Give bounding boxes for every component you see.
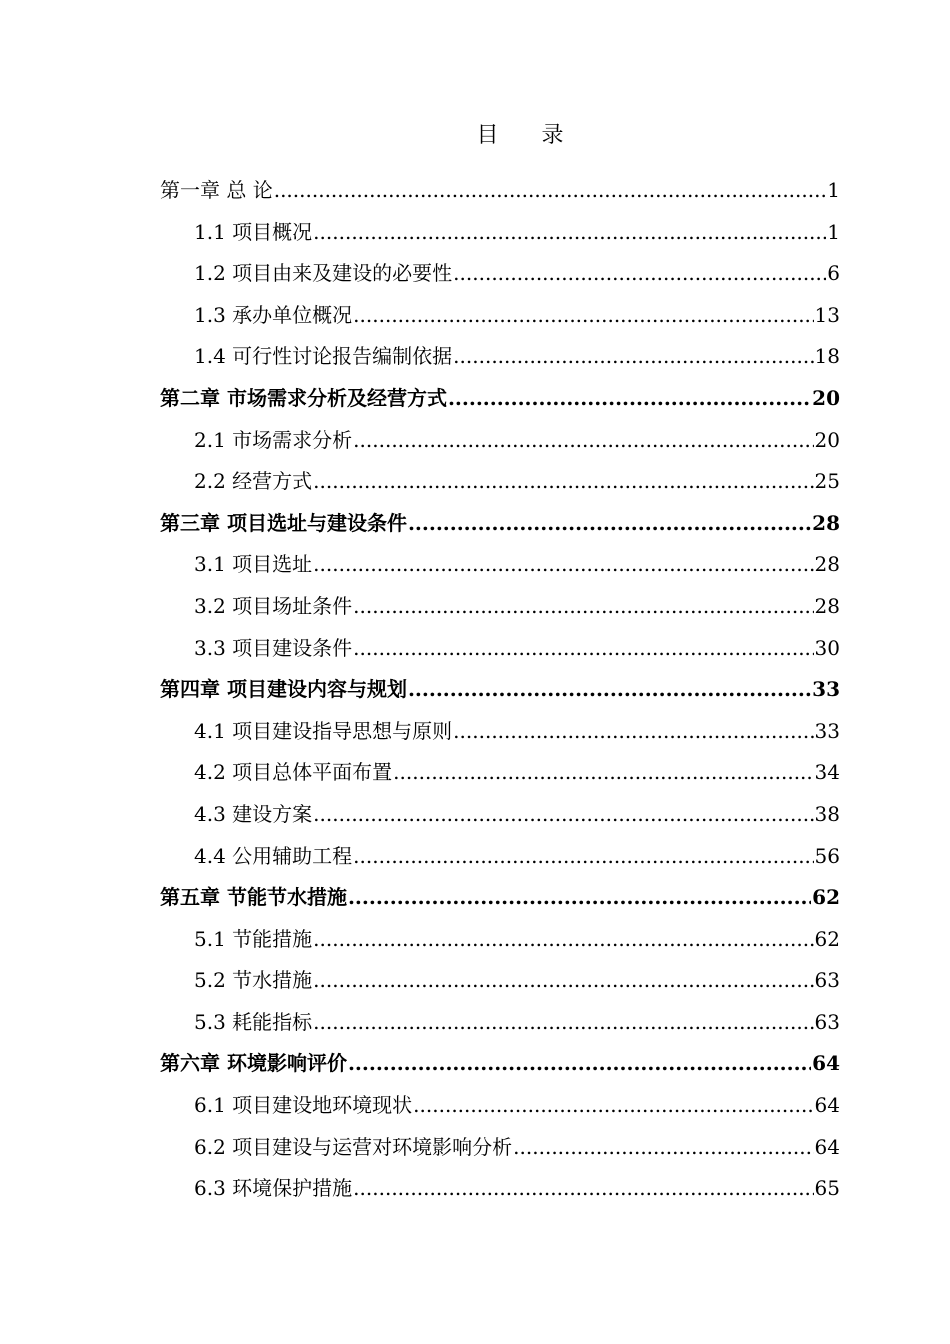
toc-entry-page-number: 28	[812, 510, 840, 535]
toc-leader-dots	[393, 752, 813, 794]
toc-leader-dots	[313, 212, 826, 254]
toc-entry-page-number: 13	[814, 302, 840, 327]
toc-section-entry[interactable]	[160, 253, 840, 295]
toc-chapter-entry[interactable]	[160, 1043, 840, 1085]
toc-chapter-entry[interactable]	[160, 877, 840, 919]
toc-entry-label: 3.3 项目建设条件	[194, 635, 353, 660]
toc-entry-label: 1.2 项目由来及建设的必要性	[194, 261, 453, 286]
toc-chapter-entry[interactable]	[160, 669, 840, 711]
toc-leader-dots	[453, 336, 813, 378]
toc-entry-label: 2.2 经营方式	[194, 469, 313, 494]
toc-entry-label: 6.2 项目建设与运营对环境影响分析	[194, 1134, 513, 1159]
toc-entry-label: 5.1 节能措施	[194, 926, 313, 951]
toc-entry-label: 第五章 节能节水措施	[160, 885, 347, 910]
toc-entry-page-number: 28	[814, 552, 840, 577]
toc-section-entry[interactable]	[160, 1002, 840, 1044]
toc-leader-dots	[353, 836, 813, 878]
toc-entry-label: 4.3 建设方案	[194, 801, 313, 826]
toc-leader-dots	[453, 253, 826, 295]
toc-leader-dots	[353, 1168, 813, 1210]
toc-entry-page-number: 1	[827, 178, 840, 202]
toc-entry-label: 4.2 项目总体平面布置	[194, 760, 393, 785]
toc-entry-page-number: 30	[814, 635, 840, 660]
toc-entry-page-number: 33	[812, 677, 840, 702]
toc-leader-dots	[313, 919, 813, 961]
toc-entry-page-number: 56	[814, 843, 840, 868]
toc-chapter-entry[interactable]	[160, 170, 840, 212]
toc-entry-page-number: 28	[814, 593, 840, 618]
toc-entry-label: 3.1 项目选址	[194, 552, 313, 577]
toc-section-entry[interactable]	[160, 544, 840, 586]
toc-entry-label: 4.4 公用辅助工程	[194, 843, 353, 868]
toc-section-entry[interactable]	[160, 919, 840, 961]
toc-leader-dots	[413, 1085, 813, 1127]
toc-section-entry[interactable]	[160, 461, 840, 503]
toc-leader-dots	[313, 960, 813, 1002]
toc-entry-label: 5.3 耗能指标	[194, 1009, 313, 1034]
toc-section-entry[interactable]	[160, 836, 840, 878]
toc-section-entry[interactable]	[160, 1168, 840, 1210]
toc-section-entry[interactable]	[160, 752, 840, 794]
toc-entry-page-number: 64	[814, 1134, 840, 1159]
toc-entry-page-number: 34	[814, 760, 840, 785]
toc-section-entry[interactable]	[160, 586, 840, 628]
toc-entry-page-number: 6	[827, 261, 840, 286]
toc-entry-label: 6.3 环境保护措施	[194, 1176, 353, 1201]
toc-entry-label: 1.4 可行性讨论报告编制依据	[194, 344, 453, 369]
toc-leader-dots	[274, 170, 827, 212]
toc-entry-label: 第三章 项目选址与建设条件	[160, 510, 407, 535]
toc-chapter-entry[interactable]	[160, 378, 840, 420]
toc-entry-page-number: 20	[814, 427, 840, 452]
toc-leader-dots	[408, 669, 811, 711]
toc-title: 目 录	[476, 123, 582, 148]
toc-leader-dots	[348, 877, 811, 919]
toc-leader-dots	[353, 420, 813, 462]
toc-entry-label: 4.1 项目建设指导思想与原则	[194, 718, 453, 743]
toc-section-entry[interactable]	[160, 628, 840, 670]
toc-section-entry[interactable]	[160, 1085, 840, 1127]
toc-entry-page-number: 63	[814, 1009, 840, 1034]
toc-leader-dots	[313, 1002, 813, 1044]
toc-entry-page-number: 64	[814, 1093, 840, 1118]
toc-entry-page-number: 62	[812, 885, 840, 910]
toc-section-entry[interactable]	[160, 295, 840, 337]
toc-section-entry[interactable]	[160, 711, 840, 753]
toc-entry-label: 第一章 总 论	[160, 178, 273, 202]
toc-entry-page-number: 63	[814, 968, 840, 993]
toc-entry-label: 3.2 项目场址条件	[194, 593, 353, 618]
toc-leader-dots	[453, 711, 813, 753]
toc-leader-dots	[448, 378, 811, 420]
toc-leader-dots	[353, 628, 813, 670]
toc-entry-label: 1.3 承办单位概况	[194, 302, 353, 327]
toc-section-entry[interactable]	[160, 1127, 840, 1169]
toc-entry-page-number: 25	[814, 469, 840, 494]
toc-leader-dots	[313, 461, 813, 503]
toc-section-entry[interactable]	[160, 960, 840, 1002]
toc-entry-page-number: 33	[814, 718, 840, 743]
toc-leader-dots	[353, 586, 813, 628]
toc-leader-dots	[313, 794, 813, 836]
toc-entry-page-number: 1	[827, 219, 840, 244]
toc-entry-label: 1.1 项目概况	[194, 219, 313, 244]
toc-section-entry[interactable]	[160, 336, 840, 378]
toc-entry-label: 5.2 节水措施	[194, 968, 313, 993]
toc-entry-page-number: 62	[814, 926, 840, 951]
toc-leader-dots	[353, 295, 813, 337]
toc-leader-dots	[513, 1127, 813, 1169]
toc-entry-page-number: 18	[814, 344, 840, 369]
toc-entry-label: 第二章 市场需求分析及经营方式	[160, 385, 447, 410]
toc-leader-dots	[408, 503, 811, 545]
toc-section-entry[interactable]	[160, 420, 840, 462]
toc-entry-page-number: 20	[812, 385, 840, 410]
toc-entry-label: 6.1 项目建设地环境现状	[194, 1093, 413, 1118]
toc-entry-label: 第六章 环境影响评价	[160, 1051, 347, 1076]
toc-entry-page-number: 65	[814, 1176, 840, 1201]
toc-section-entry[interactable]	[160, 212, 840, 254]
toc-entry-label: 2.1 市场需求分析	[194, 427, 353, 452]
toc-chapter-entry[interactable]	[160, 503, 840, 545]
table-of-contents	[160, 170, 840, 1210]
toc-section-entry[interactable]	[160, 794, 840, 836]
toc-leader-dots	[348, 1043, 811, 1085]
toc-leader-dots	[313, 544, 813, 586]
toc-entry-label: 第四章 项目建设内容与规划	[160, 677, 407, 702]
toc-entry-page-number: 38	[814, 801, 840, 826]
toc-entry-page-number: 64	[812, 1051, 840, 1076]
